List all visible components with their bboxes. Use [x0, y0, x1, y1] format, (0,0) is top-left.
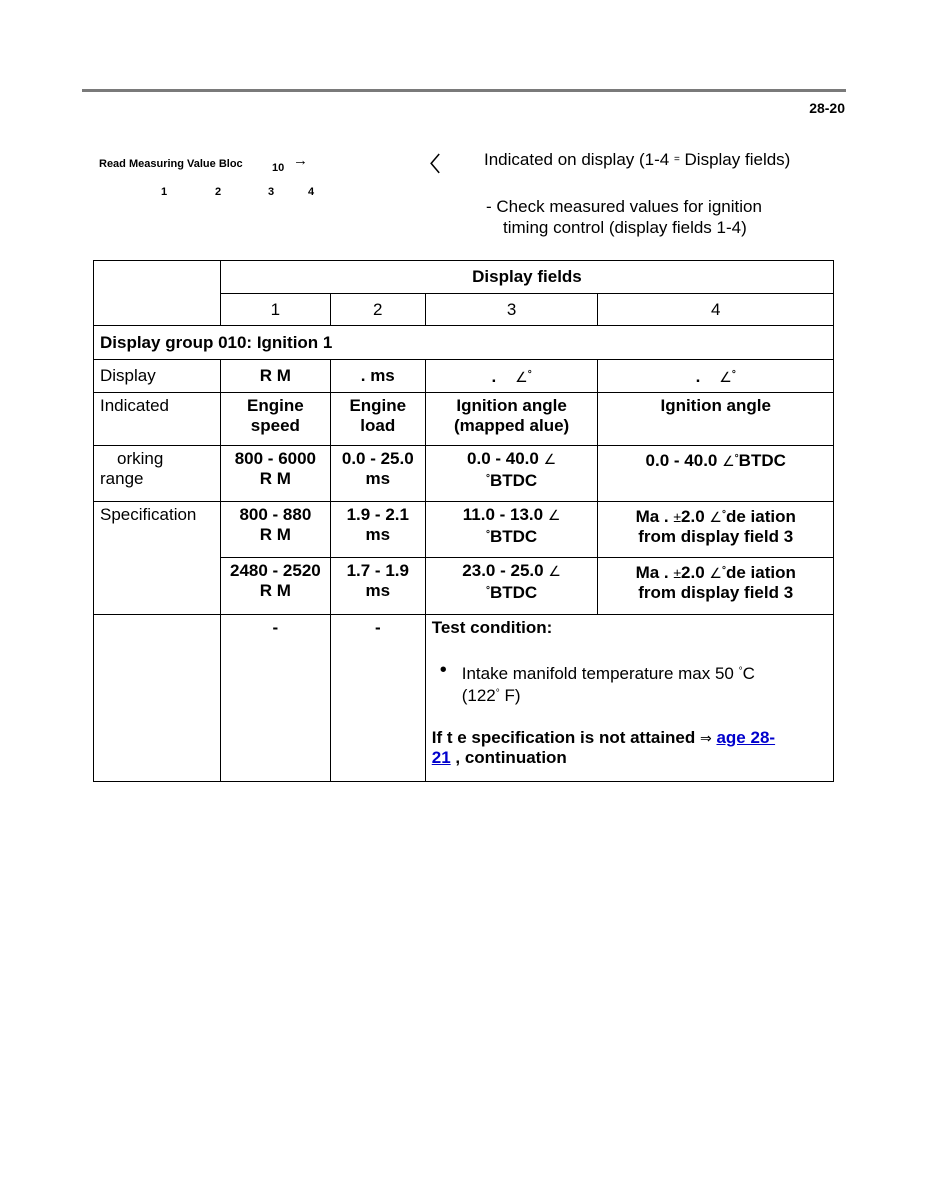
check-dash: - [486, 197, 492, 216]
display-unit-angle [425, 360, 598, 393]
cell-line: Ignition angle [456, 396, 567, 415]
display-field-number: 1 [161, 186, 168, 198]
link-text[interactable]: 21 [431, 748, 451, 767]
check-line-1: Check measured values for ignition [496, 197, 762, 216]
degree-icon: ° [721, 565, 726, 576]
bullet-unit: C [742, 664, 755, 683]
cell-line: 2.0 [681, 507, 705, 526]
cell-line: speed [250, 416, 300, 435]
bullet-text: Intake manifold temperature max 50 [461, 664, 734, 683]
field-number-header: 2 [330, 294, 425, 326]
row-label-working-range [94, 446, 221, 502]
angle-icon: ∠ [709, 565, 722, 581]
spec2-engine-speed [220, 558, 330, 615]
spec1-ignition-angle-deviation [598, 502, 834, 558]
bullet-unit: F) [504, 686, 521, 705]
degree-icon: ° [738, 666, 743, 677]
angle-icon: ∠ [709, 509, 722, 525]
working-engine-speed [220, 446, 330, 502]
spec2-ignition-angle-deviation [598, 558, 834, 615]
dot-text: . [491, 367, 497, 386]
display-field-number: 4 [308, 186, 315, 198]
display-group-title: Display group 010: Ignition 1 [94, 326, 834, 360]
link-text[interactable]: age 28- [716, 728, 776, 747]
spec-not-attained-text: If t e specification is not attained [431, 728, 700, 747]
test-dash-1: - [220, 615, 330, 782]
equals-sign: = [673, 154, 680, 165]
display-unit-rpm: R M [220, 360, 330, 393]
plus-minus-icon: ± [673, 509, 682, 525]
measuring-group-number: 10 [272, 162, 285, 174]
cell-line: 1.9 - 2.1 [346, 505, 409, 524]
indicated-suffix: Display fields) [679, 150, 791, 169]
degree-icon: ° [485, 473, 490, 484]
indicated-ignition-angle-mapped [425, 393, 598, 446]
display-unit-angle [598, 360, 834, 393]
spec2-ignition-angle-mapped [425, 558, 598, 615]
cell-line: 11.0 - 13.0 [462, 505, 544, 524]
cell-line: from display field 3 [638, 583, 794, 602]
right-arrow-icon: → [293, 152, 308, 169]
cell-line: load [360, 416, 396, 435]
degree-icon: ° [527, 369, 532, 380]
cell-line: R M [259, 469, 291, 488]
field-number-header: 1 [220, 294, 330, 326]
header-rule [82, 89, 846, 92]
cell-line: (mapped alue) [453, 416, 570, 435]
cell-line: de iation [725, 563, 796, 582]
spec1-ignition-angle-mapped [425, 502, 598, 558]
measuring-value-table [93, 260, 834, 782]
indicated-note [484, 150, 790, 170]
continuation-text: , continuation [450, 748, 567, 767]
dot-text: . [695, 367, 701, 386]
cell-line: Engine [247, 396, 304, 415]
angle-icon: ∠ [719, 369, 732, 385]
spec1-engine-speed [220, 502, 330, 558]
test-condition-title: Test condition: [431, 618, 553, 637]
display-fields-header: Display fields [220, 261, 833, 294]
measuring-block-label: Read Measuring Value Bloc [99, 158, 243, 170]
test-dash-2: - [330, 615, 425, 782]
cell-line: 2.0 [681, 563, 705, 582]
cell-line: 23.0 - 25.0 [462, 561, 544, 580]
cell-line: ms [365, 469, 391, 488]
page-number: 28-20 [809, 100, 845, 116]
row-label-display: Display [94, 360, 221, 393]
working-ignition-angle [598, 446, 834, 502]
cell-line: ms [365, 525, 391, 544]
cell-line: 2480 - 2520 [230, 561, 321, 580]
cell-line: BTDC [489, 471, 538, 490]
indicated-engine-speed [220, 393, 330, 446]
cell-line: range [100, 469, 144, 488]
cell-line: ms [365, 581, 391, 600]
cell-line: BTDC [489, 527, 538, 546]
display-field-number: 3 [268, 186, 275, 198]
bullet-text: (122 [461, 686, 496, 705]
angle-icon: ∠ [515, 369, 528, 385]
row-label-indicated: Indicated [94, 393, 221, 446]
cell-line: 800 - 6000 [234, 449, 317, 468]
cell-line: 0.0 - 40.0 [467, 449, 539, 468]
display-unit-ms: . ms [330, 360, 425, 393]
cell-line: 0.0 - 40.0 [645, 451, 718, 470]
cell-line: Engine [349, 396, 407, 415]
field-number-header: 4 [598, 294, 834, 326]
degree-icon: ° [731, 369, 736, 380]
test-empty-label [94, 615, 221, 782]
corner-cell [94, 261, 221, 326]
cell-line: orking [117, 449, 164, 468]
plus-minus-icon: ± [673, 565, 682, 581]
indicated-ignition-angle: Ignition angle [598, 393, 834, 446]
degree-icon: ° [495, 688, 500, 699]
angle-icon: ∠ [548, 563, 561, 579]
bullet-icon: • [439, 659, 447, 681]
display-field-number: 2 [215, 186, 222, 198]
field-number-header: 3 [425, 294, 598, 326]
check-line-2: timing control (display fields 1-4) [503, 218, 747, 237]
angle-icon: ∠ [543, 451, 557, 467]
cell-line: 800 - 880 [239, 505, 312, 524]
pointer-icon: 〈 [420, 154, 440, 176]
working-ignition-angle-mapped [425, 446, 598, 502]
spec2-engine-load [330, 558, 425, 615]
check-note [486, 196, 762, 238]
cell-line: BTDC [738, 451, 786, 470]
row-label-specification: Specification [94, 502, 221, 615]
indicated-prefix: Indicated on display (1-4 [484, 150, 674, 169]
indicated-engine-load [330, 393, 425, 446]
cell-line: 0.0 - 25.0 [341, 449, 414, 468]
degree-icon: ° [485, 529, 490, 540]
cell-line: Ma . [635, 563, 674, 582]
degree-icon: ° [734, 453, 739, 464]
spec1-engine-load [330, 502, 425, 558]
cell-line: 1.7 - 1.9 [346, 561, 409, 580]
cell-line: Ma . [635, 507, 674, 526]
cell-line: R M [259, 525, 291, 544]
cell-line: R M [259, 581, 291, 600]
cell-line: from display field 3 [638, 527, 794, 546]
test-condition-bullet [432, 659, 827, 706]
angle-icon: ∠ [547, 507, 561, 523]
test-condition-cell [425, 615, 833, 782]
working-engine-load [330, 446, 425, 502]
double-arrow-icon: ⇒ [700, 730, 712, 746]
angle-icon: ∠ [722, 453, 735, 469]
degree-icon: ° [721, 509, 726, 520]
degree-icon: ° [485, 585, 490, 596]
cell-line: BTDC [489, 583, 538, 602]
cell-line: de iation [725, 507, 796, 526]
